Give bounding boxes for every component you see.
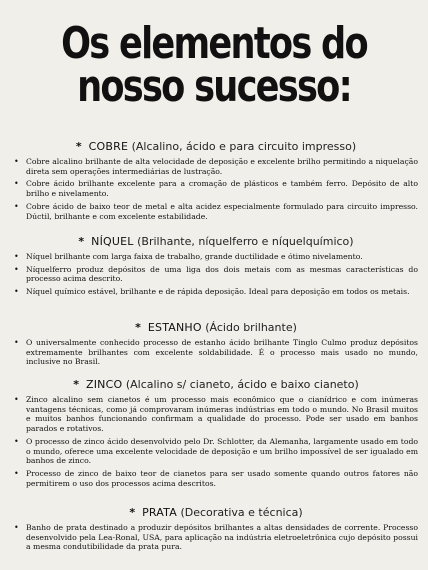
bullet-icon: • bbox=[14, 436, 19, 446]
asterisk-icon: * bbox=[135, 321, 141, 334]
section-description: (Alcalino, ácido e para circuito impresso) bbox=[131, 140, 357, 153]
bullet-icon: • bbox=[14, 179, 19, 189]
list-item bbox=[14, 287, 418, 297]
asterisk-icon: * bbox=[75, 140, 82, 153]
list-item bbox=[14, 252, 418, 262]
section-name: ESTANHO bbox=[147, 321, 202, 334]
section-heading bbox=[14, 506, 418, 520]
list-item bbox=[14, 523, 418, 552]
section-name: PRATA bbox=[142, 506, 177, 519]
item-text: Cobre ácido brilhante excelente para a cromação de plásticos e também ferro. Depósito de alto brilho e nivelamento. bbox=[26, 179, 418, 199]
list-item bbox=[14, 469, 418, 488]
section-zinco bbox=[14, 378, 418, 491]
section-name: NÍQUEL bbox=[91, 235, 134, 248]
list-item bbox=[14, 202, 418, 221]
section-name: COBRE bbox=[88, 140, 129, 153]
asterisk-icon: * bbox=[78, 235, 85, 248]
section-heading bbox=[14, 378, 418, 392]
headline-line-1: Os elementos do bbox=[61, 18, 367, 69]
section-description: (Alcalino s/ cianeto, ácido e baixo cianeto) bbox=[125, 378, 359, 391]
item-text: Cobre alcalino brilhante de alta velocidade de deposição e excelente brilho permitindo a niquelação direta sem operações intermediárias de lustração. bbox=[26, 157, 418, 176]
item-text: Cobre ácido de baixo teor de metal e alta acidez especialmente formulado para circuito impresso. Dúctil, brilhante e com excelente estabilidade. bbox=[26, 201, 418, 221]
section-name: ZINCO bbox=[85, 378, 123, 391]
bullet-icon: • bbox=[14, 201, 19, 211]
list-item bbox=[14, 395, 418, 434]
asterisk-icon: * bbox=[73, 378, 79, 391]
bullet-icon: • bbox=[14, 287, 19, 297]
bullet-icon: • bbox=[14, 523, 19, 532]
item-text: O universalmente conhecido processo de estanho ácido brilhante Tinglo Culmo produz depósitos extremamente brilhantes com excelente soldabilidade. É o processo mais usado no mundo, inclusive no Brasil. bbox=[26, 338, 418, 367]
section-description: (Brilhante, níquelferro e níquelquímico) bbox=[137, 235, 354, 248]
bullet-icon: • bbox=[14, 252, 19, 261]
section-heading bbox=[14, 321, 418, 335]
bullet-icon: • bbox=[14, 468, 19, 478]
section-cobre bbox=[14, 140, 418, 224]
bullet-icon: • bbox=[14, 157, 19, 166]
item-text: Processo de zinco de baixo teor de cianetos para ser usado somente quando outros fatores não permitirem o uso dos processos acima descritos. bbox=[26, 468, 418, 488]
section-heading bbox=[14, 140, 418, 154]
section-description: (Decorativa e técnica) bbox=[180, 506, 303, 519]
item-text: Zinco alcalino sem cianetos é um processo mais econômico que o cianídrico e com inúmeras vantagens técnicas, como já comprovaram inúmeras indústrias em todo o mundo. No Brasil muitos e muitos banhos funcionando confirmam a qualidade do processo. Pode ser usado em banhos parados e rotativos. bbox=[26, 395, 418, 434]
bullet-icon: • bbox=[14, 395, 19, 404]
item-text: O processo de zinco ácido desenvolvido pelo Dr. Schlotter, da Alemanha, largamente usado em todo o mundo, oferece uma excelente velocidade de deposição e um brilho impossível de ser igualado em banhos de zinco. bbox=[26, 436, 418, 466]
list-item bbox=[14, 265, 418, 284]
item-text: Banho de prata destinado a produzir depósitos brilhantes a altas densidades de corrente. Processo desenvolvido pela Lea-Ronal, USA, para aplicação na indústria eletroeletrônica cujo depósito possui a mesma condutibilidade da prata pura. bbox=[26, 523, 418, 552]
list-item bbox=[14, 157, 418, 176]
section-estanho bbox=[14, 321, 418, 370]
bullet-icon: • bbox=[14, 338, 19, 347]
section-heading bbox=[14, 235, 418, 249]
headline bbox=[43, 18, 385, 112]
list-item bbox=[14, 437, 418, 466]
list-item bbox=[14, 179, 418, 198]
section-prata bbox=[14, 506, 418, 555]
section-description: (Ácido brilhante) bbox=[205, 321, 297, 334]
list-item bbox=[14, 338, 418, 367]
headline-line-2: nosso sucesso: bbox=[77, 61, 351, 112]
asterisk-icon: * bbox=[129, 506, 136, 519]
item-text: Níquel brilhante com larga faixa de trabalho, grande ductilidade e ótimo nivelamento. bbox=[26, 252, 363, 261]
item-text: Níquel químico estável, brilhante e de rápida deposição. Ideal para deposição em todos os metais. bbox=[26, 287, 410, 297]
item-text: Níquelferro produz depósitos de uma liga dos dois metais com as mesmas características do processo acima descrito. bbox=[26, 264, 418, 284]
section-niquel bbox=[14, 235, 418, 300]
bullet-icon: • bbox=[14, 264, 19, 274]
